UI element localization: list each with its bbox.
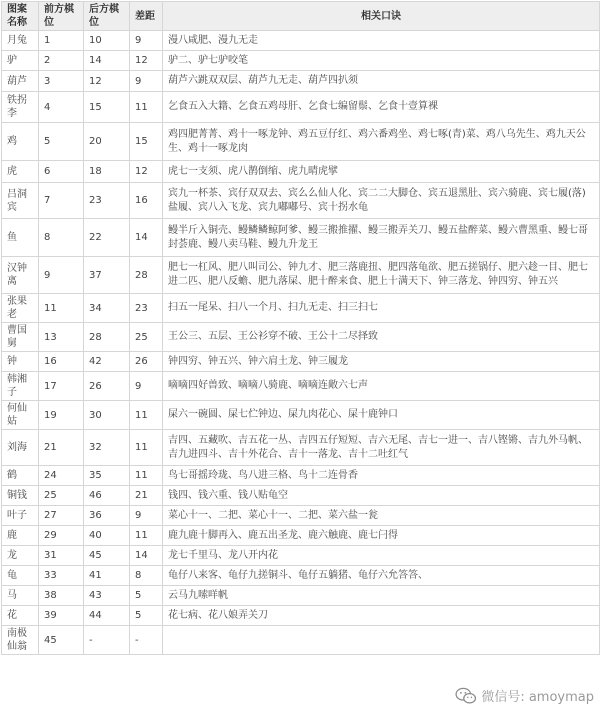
table-row bbox=[2, 430, 600, 466]
table-row bbox=[2, 546, 600, 566]
cell-back-position: 35 bbox=[84, 466, 130, 486]
cell-back-position: 28 bbox=[84, 323, 130, 352]
cell-rhyme: 驴二、驴七驴咬笔 bbox=[163, 51, 600, 71]
cell-gap: 28 bbox=[130, 257, 163, 294]
cell-rhyme: 鸟七哥摇玲珑、鸟八进三格、鸟十二连骨香 bbox=[163, 466, 600, 486]
cell-pattern-name: 马 bbox=[2, 586, 39, 606]
cell-gap: 11 bbox=[130, 466, 163, 486]
cell-front-position: 13 bbox=[39, 323, 84, 352]
cell-back-position: 14 bbox=[84, 51, 130, 71]
table-row bbox=[2, 506, 600, 526]
table-row bbox=[2, 92, 600, 123]
table-row bbox=[2, 486, 600, 506]
cell-back-position: - bbox=[84, 626, 130, 655]
cell-back-position: 23 bbox=[84, 183, 130, 219]
cell-gap: 23 bbox=[130, 294, 163, 323]
cell-rhyme: 吉四、五藏吹、吉五花一丛、吉四五仔短短、吉六无尾、吉七一进一、吉八铿锵、吉九外马帆、吉九进四斗、吉十外花合、吉十一落龙、吉十二吐红气 bbox=[163, 430, 600, 466]
cell-pattern-name: 吕洞宾 bbox=[2, 183, 39, 219]
watermark-text: 微信号: amoymap bbox=[481, 690, 594, 705]
table-row bbox=[2, 372, 600, 401]
cell-gap: 21 bbox=[130, 486, 163, 506]
table-row bbox=[2, 466, 600, 486]
cell-front-position: 27 bbox=[39, 506, 84, 526]
cell-gap: 8 bbox=[130, 566, 163, 586]
cell-rhyme bbox=[163, 626, 600, 655]
cell-back-position: 26 bbox=[84, 372, 130, 401]
cell-pattern-name: 虎 bbox=[2, 161, 39, 183]
cell-rhyme: 龙七千里马、龙八开内花 bbox=[163, 546, 600, 566]
table-row bbox=[2, 161, 600, 183]
cell-gap: 5 bbox=[130, 606, 163, 626]
cell-front-position: 5 bbox=[39, 123, 84, 161]
cell-front-position: 1 bbox=[39, 31, 84, 51]
table-row bbox=[2, 526, 600, 546]
cell-gap: 9 bbox=[130, 372, 163, 401]
cell-front-position: 29 bbox=[39, 526, 84, 546]
cell-rhyme: 云马九嗦咩帆 bbox=[163, 586, 600, 606]
cell-back-position: 41 bbox=[84, 566, 130, 586]
cell-front-position: 6 bbox=[39, 161, 84, 183]
cell-front-position: 8 bbox=[39, 219, 84, 257]
cell-back-position: 20 bbox=[84, 123, 130, 161]
cell-front-position: 19 bbox=[39, 401, 84, 430]
cell-gap: 11 bbox=[130, 526, 163, 546]
table-row bbox=[2, 219, 600, 257]
table-row bbox=[2, 31, 600, 51]
cell-front-position: 25 bbox=[39, 486, 84, 506]
table-row bbox=[2, 51, 600, 71]
cell-pattern-name: 钟 bbox=[2, 352, 39, 372]
cell-front-position: 38 bbox=[39, 586, 84, 606]
cell-back-position: 43 bbox=[84, 586, 130, 606]
table-row bbox=[2, 401, 600, 430]
header-rhyme: 相关口诀 bbox=[163, 2, 600, 31]
rules-table bbox=[1, 1, 600, 655]
cell-front-position: 16 bbox=[39, 352, 84, 372]
cell-gap: 11 bbox=[130, 92, 163, 123]
cell-front-position: 7 bbox=[39, 183, 84, 219]
cell-rhyme: 钟四穷、钟五兴、钟六肩土龙、钟三履龙 bbox=[163, 352, 600, 372]
header-back-position: 后方棋位 bbox=[84, 2, 130, 31]
cell-pattern-name: 铁拐李 bbox=[2, 92, 39, 123]
cell-rhyme: 菜心十一、二把、菜心十一、二把、菜六盐一瓮 bbox=[163, 506, 600, 526]
cell-rhyme: 屎六一碗圆、屎七伫钟边、屎九肉花心、屎十鹿钟口 bbox=[163, 401, 600, 430]
table-row bbox=[2, 586, 600, 606]
cell-back-position: 40 bbox=[84, 526, 130, 546]
table-row bbox=[2, 352, 600, 372]
cell-pattern-name: 鹤 bbox=[2, 466, 39, 486]
cell-rhyme: 肥七一杠风、肥八叫司公、钟九才、肥三落鹿扭、肥四落龟欲、肥五搓锅仔、肥六趁一目、肥七进二匹、肥八反蟾、肥九落屎、肥十醉来食、肥上十满天下、钟三落龙、钟四穷、钟五兴 bbox=[163, 257, 600, 294]
cell-back-position: 30 bbox=[84, 401, 130, 430]
cell-pattern-name: 何仙姑 bbox=[2, 401, 39, 430]
cell-back-position: 18 bbox=[84, 161, 130, 183]
cell-front-position: 11 bbox=[39, 294, 84, 323]
cell-gap: 9 bbox=[130, 506, 163, 526]
table-row bbox=[2, 294, 600, 323]
header-pattern-name: 图案名称 bbox=[2, 2, 39, 31]
cell-pattern-name: 葫芦 bbox=[2, 71, 39, 92]
cell-pattern-name: 韩湘子 bbox=[2, 372, 39, 401]
cell-gap: 11 bbox=[130, 401, 163, 430]
cell-back-position: 46 bbox=[84, 486, 130, 506]
cell-gap: 16 bbox=[130, 183, 163, 219]
cell-rhyme: 王公三、五层、王公衫穿不破、王公十二尽择致 bbox=[163, 323, 600, 352]
cell-pattern-name: 鱼 bbox=[2, 219, 39, 257]
cell-gap: 12 bbox=[130, 161, 163, 183]
cell-rhyme: 花七病、花八娘弄关刀 bbox=[163, 606, 600, 626]
table-row bbox=[2, 566, 600, 586]
cell-back-position: 45 bbox=[84, 546, 130, 566]
cell-pattern-name: 叶子 bbox=[2, 506, 39, 526]
cell-front-position: 24 bbox=[39, 466, 84, 486]
cell-gap: 15 bbox=[130, 123, 163, 161]
cell-rhyme: 宾九一杯茶、宾仔双双去、宾么么仙人化、宾二二大脚仓、宾五退黑肚、宾六骑鹿、宾七履(落)盐履、宾八入飞龙、宾九嘟嘟号、宾十拐水龟 bbox=[163, 183, 600, 219]
cell-back-position: 42 bbox=[84, 352, 130, 372]
cell-pattern-name: 月兔 bbox=[2, 31, 39, 51]
cell-back-position: 15 bbox=[84, 92, 130, 123]
cell-front-position: 33 bbox=[39, 566, 84, 586]
cell-front-position: 3 bbox=[39, 71, 84, 92]
cell-back-position: 36 bbox=[84, 506, 130, 526]
table-body bbox=[2, 31, 600, 655]
table-row bbox=[2, 71, 600, 92]
cell-pattern-name: 花 bbox=[2, 606, 39, 626]
cell-pattern-name: 鹿 bbox=[2, 526, 39, 546]
cell-gap: 9 bbox=[130, 71, 163, 92]
cell-pattern-name: 曹国舅 bbox=[2, 323, 39, 352]
watermark bbox=[455, 686, 594, 705]
cell-gap: 11 bbox=[130, 430, 163, 466]
cell-back-position: 37 bbox=[84, 257, 130, 294]
cell-back-position: 44 bbox=[84, 606, 130, 626]
cell-gap: 14 bbox=[130, 219, 163, 257]
cell-front-position: 4 bbox=[39, 92, 84, 123]
cell-front-position: 21 bbox=[39, 430, 84, 466]
cell-pattern-name: 龟 bbox=[2, 566, 39, 586]
cell-pattern-name: 龙 bbox=[2, 546, 39, 566]
cell-pattern-name: 张果老 bbox=[2, 294, 39, 323]
cell-pattern-name: 铜钱 bbox=[2, 486, 39, 506]
cell-front-position: 31 bbox=[39, 546, 84, 566]
cell-rhyme: 乞食五入大籍、乞食五鸡母肝、乞食七编留鬃、乞食十壹算裸 bbox=[163, 92, 600, 123]
wechat-icon bbox=[455, 687, 477, 705]
header-front-position: 前方棋位 bbox=[39, 2, 84, 31]
table-row bbox=[2, 323, 600, 352]
cell-gap: 12 bbox=[130, 51, 163, 71]
table-row bbox=[2, 626, 600, 655]
cell-gap: 14 bbox=[130, 546, 163, 566]
cell-pattern-name: 汉钟离 bbox=[2, 257, 39, 294]
cell-front-position: 2 bbox=[39, 51, 84, 71]
cell-pattern-name: 南极仙翁 bbox=[2, 626, 39, 655]
table-header bbox=[2, 2, 600, 31]
cell-front-position: 39 bbox=[39, 606, 84, 626]
header-row bbox=[2, 2, 600, 31]
cell-rhyme: 扫五一尾呆、扫八一个月、扫九无走、扫三扫七 bbox=[163, 294, 600, 323]
cell-rhyme: 漫八咸肥、漫九无走 bbox=[163, 31, 600, 51]
cell-rhyme: 嘀嘀四好兽致、嘀嘀八骑鹿、嘀嘀连敞六七声 bbox=[163, 372, 600, 401]
cell-back-position: 34 bbox=[84, 294, 130, 323]
cell-back-position: 32 bbox=[84, 430, 130, 466]
table-row bbox=[2, 183, 600, 219]
cell-front-position: 17 bbox=[39, 372, 84, 401]
cell-gap: 25 bbox=[130, 323, 163, 352]
cell-back-position: 22 bbox=[84, 219, 130, 257]
cell-rhyme: 鹿九鹿十脚再入、鹿五出圣龙、鹿六触鹿、鹿七闩得 bbox=[163, 526, 600, 546]
cell-back-position: 10 bbox=[84, 31, 130, 51]
cell-rhyme: 葫芦六跳双双层、葫芦九无走、葫芦四扒须 bbox=[163, 71, 600, 92]
cell-rhyme: 鳗半斤入铜壳、鳗鳞鳞鲸阿爹、鳗三搬推擢、鳗三搬弄关刀、鳗五盐醉菜、鳗六曹黑重、鳗七哥封荟鹿、鳗八卖马鞋、鳗九升龙王 bbox=[163, 219, 600, 257]
cell-gap: 5 bbox=[130, 586, 163, 606]
table-row bbox=[2, 606, 600, 626]
cell-pattern-name: 鸡 bbox=[2, 123, 39, 161]
table-row bbox=[2, 257, 600, 294]
cell-rhyme: 钱四、钱六重、钱八贴龟空 bbox=[163, 486, 600, 506]
cell-gap: 9 bbox=[130, 31, 163, 51]
header-gap: 差距 bbox=[130, 2, 163, 31]
table-row bbox=[2, 123, 600, 161]
cell-rhyme: 虎七一支须、虎八鹊倒缩、虎九晴虎擘 bbox=[163, 161, 600, 183]
cell-back-position: 12 bbox=[84, 71, 130, 92]
cell-pattern-name: 驴 bbox=[2, 51, 39, 71]
cell-pattern-name: 刘海 bbox=[2, 430, 39, 466]
cell-rhyme: 龟仔八来客、龟仔九搓铜斗、龟仔五躺猪、龟仔六允答答、 bbox=[163, 566, 600, 586]
cell-front-position: 9 bbox=[39, 257, 84, 294]
cell-front-position: 45 bbox=[39, 626, 84, 655]
cell-rhyme: 鸡四肥菁菁、鸡十一啄龙钟、鸡五豆仔红、鸡六番鸡坐、鸡七啄(青)菜、鸡八乌先生、鸡九天公生、鸡十一啄龙肉 bbox=[163, 123, 600, 161]
cell-gap: - bbox=[130, 626, 163, 655]
cell-gap: 26 bbox=[130, 352, 163, 372]
